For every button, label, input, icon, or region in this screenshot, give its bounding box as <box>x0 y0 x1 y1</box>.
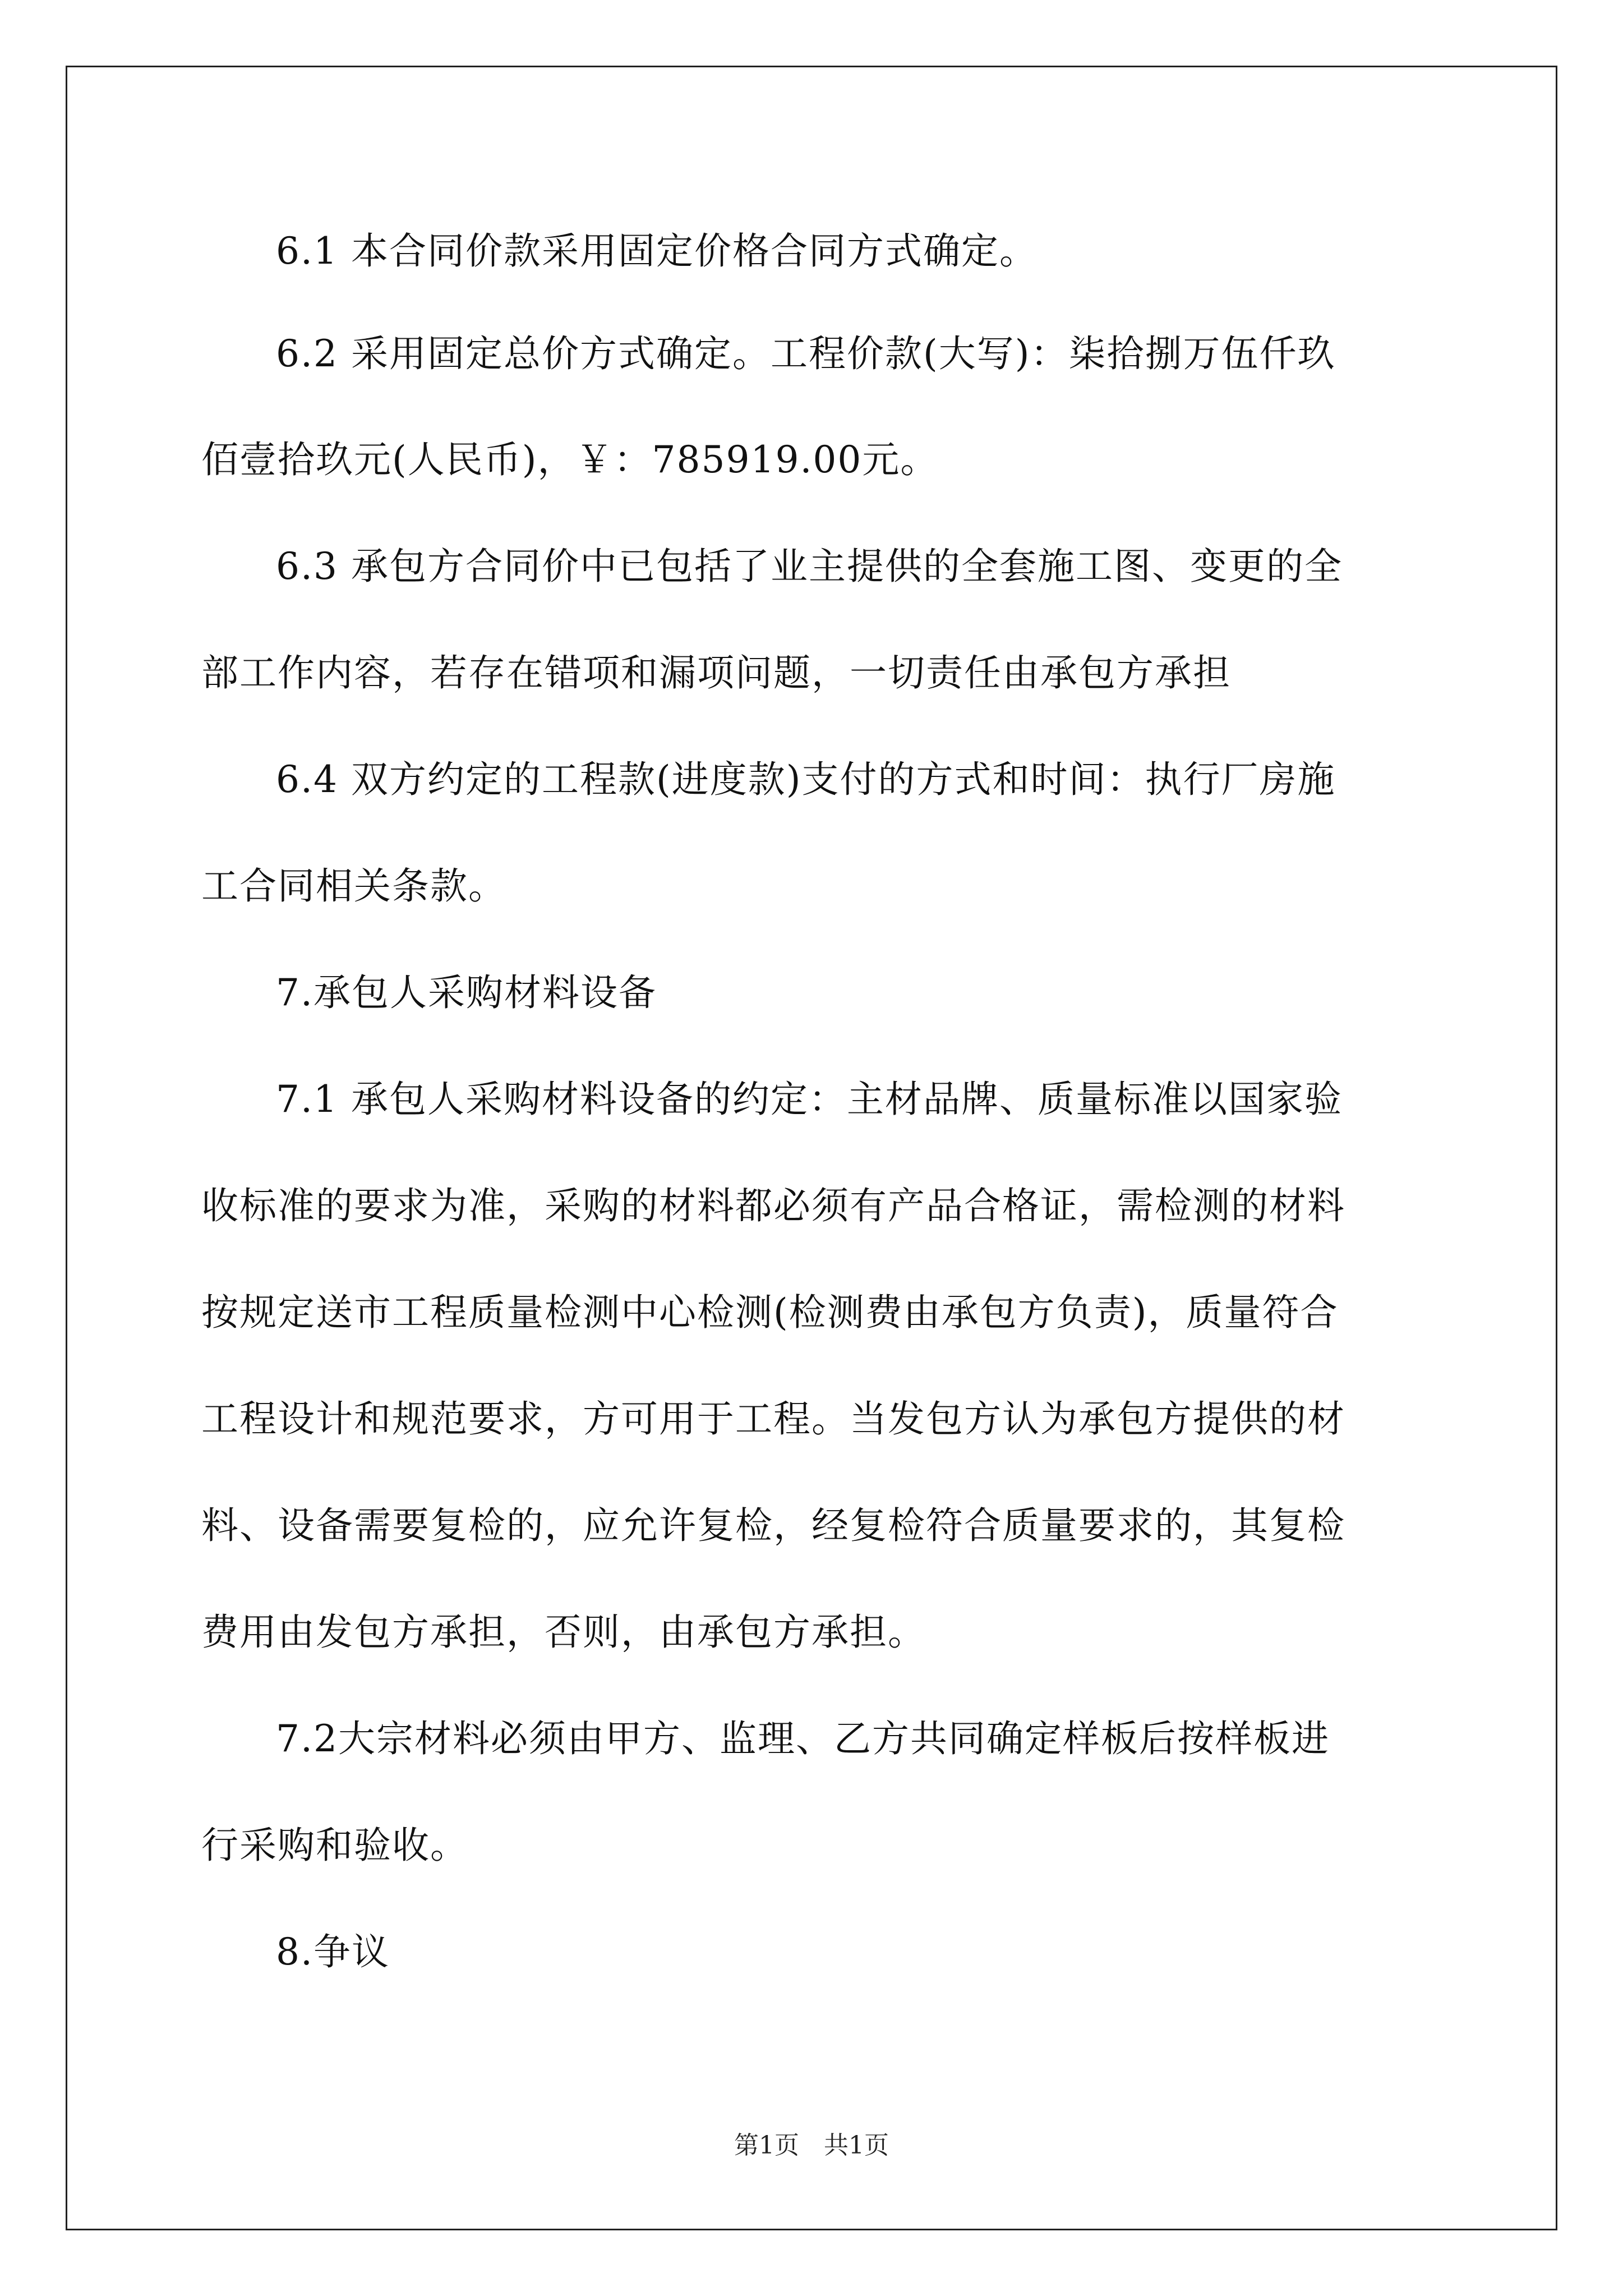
heading-7: 7.承包人采购材料设备 <box>276 971 657 1014</box>
line-7-2-a: 7.2大宗材料必须由甲方、监理、乙方共同确定样板后按样板进 <box>276 1717 1330 1760</box>
line-7-1-f: 费用由发包方承担，否则，由承包方承担。 <box>201 1611 926 1654</box>
heading-8: 8.争议 <box>276 1930 390 1973</box>
line-7-1-a: 7.1 承包人采购材料设备的约定：主材品牌、质量标准以国家验 <box>276 1078 1343 1121</box>
line-7-1-e: 料、设备需要复检的，应允许复检，经复检符合质量要求的，其复检 <box>201 1504 1345 1547</box>
line-7-1-c: 按规定送市工程质量检测中心检测(检测费由承包方负责)，质量符合 <box>201 1291 1339 1334</box>
page-footer: 第1页 共1页 <box>734 2131 889 2160</box>
line-7-2-b: 行采购和验收。 <box>201 1824 468 1867</box>
document-body <box>133 0 1428 2165</box>
line-6-4-b: 工合同相关条款。 <box>201 864 506 908</box>
line-6-1: 6.1 本合同价款采用固定价格合同方式确定。 <box>276 229 1038 273</box>
line-7-1-b: 收标准的要求为准，采购的材料都必须有产品合格证，需检测的材料 <box>201 1184 1345 1227</box>
line-6-2-b: 佰壹拾玖元(人民币)，￥：785919.00元。 <box>201 438 939 481</box>
line-7-1-d: 工程设计和规范要求，方可用于工程。当发包方认为承包方提供的材 <box>201 1397 1345 1441</box>
line-6-3-b: 部工作内容，若存在错项和漏项问题，一切责任由承包方承担 <box>201 651 1231 694</box>
line-6-4-a: 6.4 双方约定的工程款(进度款)支付的方式和时间：执行厂房施 <box>276 758 1336 801</box>
line-6-2-a: 6.2 采用固定总价方式确定。工程价款(大写)：柒拾捌万伍仟玖 <box>276 332 1336 375</box>
line-6-3-a: 6.3 承包方合同价中已包括了业主提供的全套施工图、变更的全 <box>276 545 1343 588</box>
